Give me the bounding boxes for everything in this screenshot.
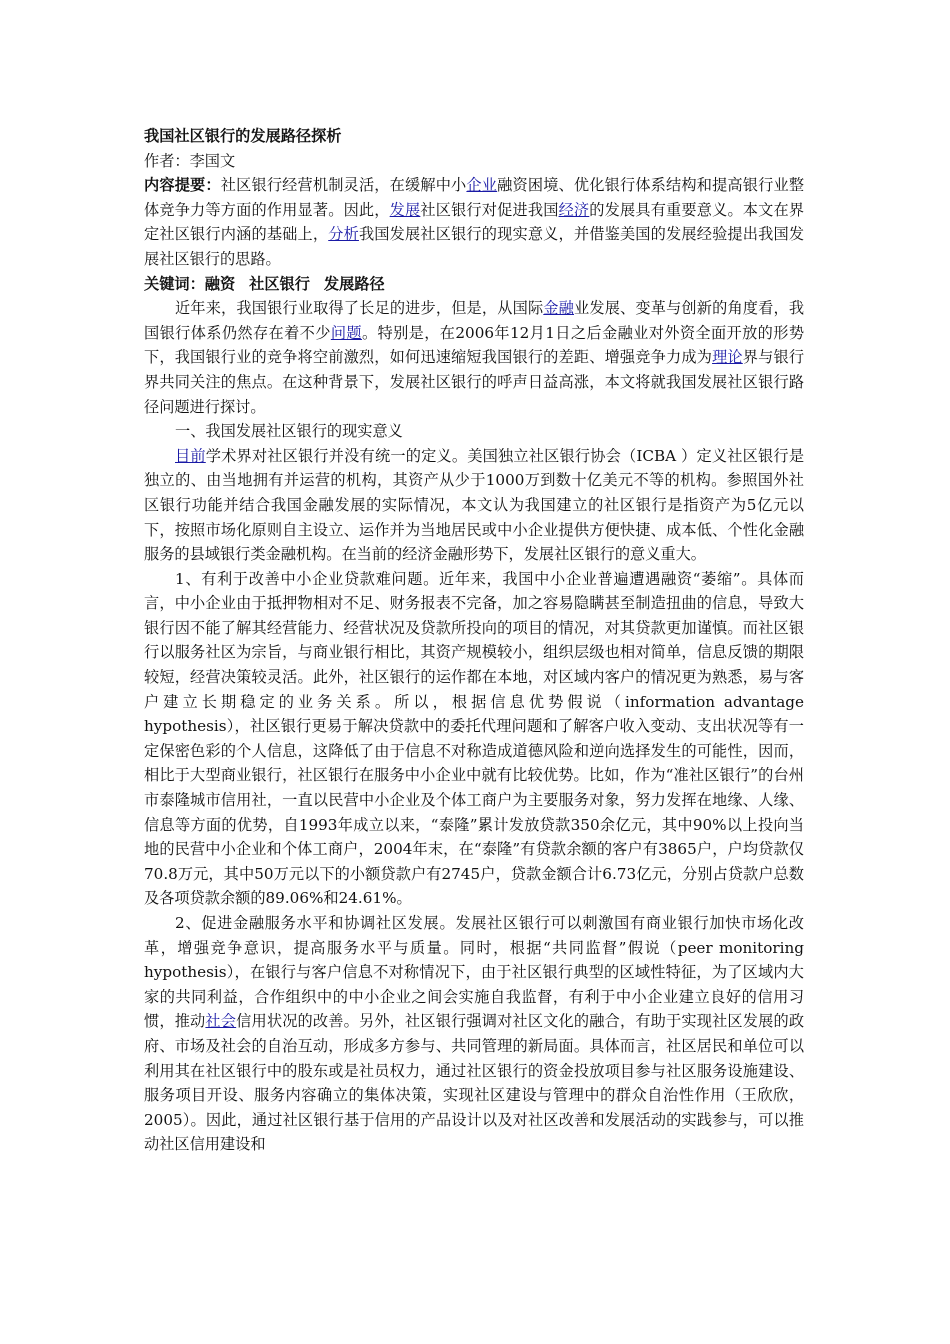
link-development[interactable]: 发展 [389, 200, 421, 219]
abstract-label: 内容提要： [144, 176, 221, 195]
abstract-text: 我国发展社区银行的现实意义，并借鉴美国的发展经验提出我国发展社区银行的思路。 [144, 225, 805, 268]
author-label: 作者： [144, 151, 190, 170]
link-economy[interactable]: 经济 [558, 200, 590, 219]
keyword: 融资 [204, 274, 236, 293]
intro-text: 业发展、变革与创新的角度看，我国银行体系仍然存在着不少 [144, 299, 805, 342]
definition-text: 学术界对社区银行并没有统一的定义。美国独立社区银行协会（ICBA ）定义社区银行是独立的、由当地拥有并运营的机构，其资产从少于1000万到数十亿美元不等的机构。参照国外社区银行功能并结合我国金融发展的实际情况，本文认为我国建立的社区银行是指资产为5亿元以下，按照市场化原则自主设立、运作并为当地居民或中小企业提供方便快捷、成本低、个性化金融服务的县域银行类金融机构。在当前的经济金融形势下，发展社区银行的意义重大。 [144, 446, 805, 564]
abstract-text: 社区银行经营机制灵活，在缓解中小 [220, 176, 467, 195]
abstract-text: 社区银行对促进我国 [420, 200, 559, 219]
link-currently[interactable]: 目前 [175, 446, 206, 465]
intro-paragraph [144, 296, 804, 419]
link-theory[interactable]: 理论 [712, 348, 743, 367]
intro-text: 。特别是，在2006年12月1日之后金融业对外资全面开放的形势下，我国银行业的竞争将空前激烈，如何迅速缩短我国银行的差距、增强竞争力成为 [144, 323, 805, 367]
abstract-text: 的发展具有重要意义。本文在界定社区银行内涵的基础上， [144, 200, 805, 244]
document-page [144, 124, 804, 1157]
keyword: 社区银行 [249, 274, 310, 293]
point-2-paragraph [144, 911, 804, 1157]
definition-paragraph [144, 444, 804, 567]
link-problem[interactable]: 问题 [330, 323, 362, 342]
section-heading: 一、我国发展社区银行的现实意义 [175, 422, 403, 441]
keywords-label: 关键词： [144, 274, 205, 293]
intro-text: 界与银行界共同关注的焦点。在这种背景下，发展社区银行的呼声日益高涨，本文将就我国发展社区银行路径问题进行探讨。 [144, 348, 805, 416]
link-finance[interactable]: 金融 [543, 299, 574, 318]
author-name: 李国文 [189, 151, 236, 170]
article-title: 我国社区银行的发展路径探析 [144, 127, 342, 145]
point-2-text: 2、促进金融服务水平和协调社区发展。发展社区银行可以刺激国有商业银行加快市场化改革，增强竞争意识，提高服务水平与质量。同时，根据“共同监督”假说（peer monitoring hypothesis），在银行与客户信息不对称情况下，由于社区银行典型的区域性特征，为了区域内大家的共同利益，合作组织中的中小企业之间会实施自我监督，有利于中小企业建立良好的信用习惯，推动 [144, 914, 804, 1031]
keyword: 发展路径 [323, 274, 385, 293]
link-society[interactable]: 社会 [205, 1012, 237, 1031]
intro-text: 近年来，我国银行业取得了长足的进步，但是，从国际 [175, 299, 544, 318]
link-analysis[interactable]: 分析 [328, 225, 359, 244]
keywords-line [144, 272, 804, 297]
point-2-text: 信用状况的改善。另外，社区银行强调对社区文化的融合，有助于实现社区发展的政府、市场及社会的自治互动，形成多方参与、共同管理的新局面。具体而言，社区居民和单位可以利用其在社区银行中的股东或是社员权力，通过社区银行的资金投放项目参与社区服务设施建设、服务项目开设、服务内容确立的集体决策，实现社区建设与管理中的群众自治性作用（王欣欣，2005）。因此，通过社区银行基于信用的产品设计以及对社区改善和发展活动的实践参与，可以推动社区信用建设和 [144, 1012, 805, 1154]
abstract-text: 融资困境、优化银行体系结构和提高银行业整体竞争力等方面的作用显著。因此， [144, 176, 805, 219]
abstract-paragraph [144, 173, 804, 271]
link-enterprise[interactable]: 企业 [466, 176, 498, 195]
point-1-paragraph: 1、有利于改善中小企业贷款难问题。近年来，我国中小企业普遍遭遇融资“萎缩”。具体而言，中小企业由于抵押物相对不足、财务报表不完备，加之容易隐瞒甚至制造扭曲的信息，导致大银行因不能了解其经营能力、经营状况及贷款所投向的项目的情况，对其贷款更加谨慎。而社区银行以服务社区为宗旨，与商业银行相比，其资产规模较小，组织层级也相对简单，信息反馈的期限较短，经营决策较灵活。此外，社区银行的运作都在本地，对区域内客户的情况更为熟悉，易与客户建立长期稳定的业务关系。所以，根据信息优势假说（information advantage hypothesis），社区银行更易于解决贷款中的委托代理问题和了解客户收入变动、支出状况等有一定保密色彩的个人信息，这降低了由于信息不对称造成道德风险和逆向选择发生的可能性，因而，相比于大型商业银行，社区银行在服务中小企业中就有比较优势。比如，作为“准社区银行”的台州市泰隆城市信用社，一直以民营中小企业及个体工商户为主要服务对象，努力发挥在地缘、人缘、信息等方面的优势，自1993年成立以来，“泰隆”累计发放贷款350余亿元，其中90%以上投向当地的民营中小企业和个体工商户，2004年末，在“泰隆”有贷款余额的客户有3865户，户均贷款仅70.8万元，其中50万元以下的小额贷款户有2745户，贷款金额合计6.73亿元，分别占贷款户总数及各项贷款余额的89.06%和24.61%。 [144, 569, 804, 908]
author-line [144, 149, 804, 174]
